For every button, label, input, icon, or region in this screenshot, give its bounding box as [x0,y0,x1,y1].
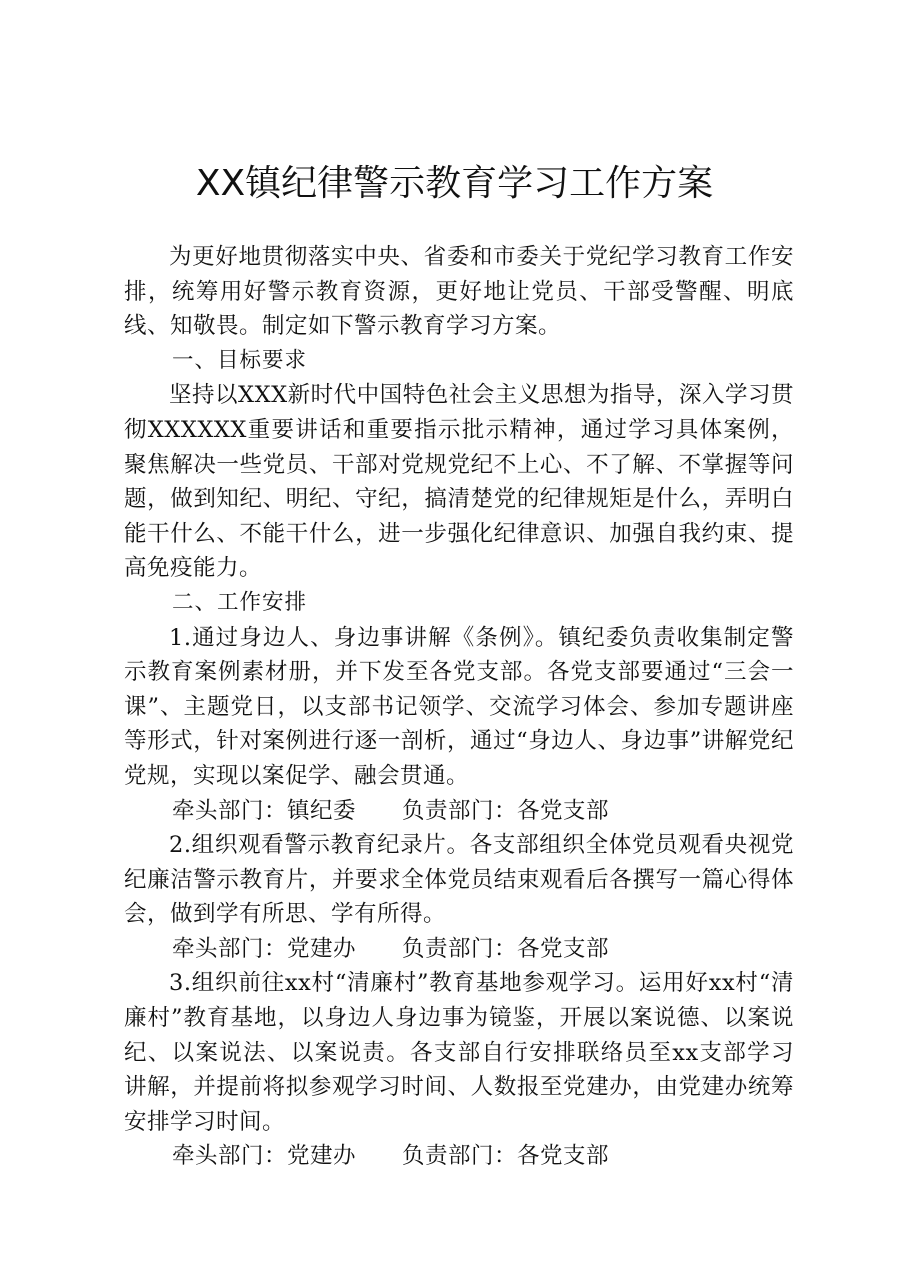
goals-paragraph: 坚持以XXX新时代中国特色社会主义思想为指导，深入学习贯彻XXXXXX重要讲话和重要指示批示精神，通过学习具体案例，聚焦解决一些党员、干部对党规党纪不上心、不了解、不掌握等问题，做到知纪、明纪、守纪，搞清楚党的纪律规矩是什么，弄明白能干什么、不能干什么，进一步强化纪律意识、加强自我约束、提高免疫能力。 [124,382,794,582]
department-line-2 [124,932,794,967]
responsible-department: 负责部门：各党支部 [402,935,610,962]
arrangement-item-1: 1.通过身边人、身边事讲解《条例》。镇纪委负责收集制定警示教育案例素材册，并下发至各党支部。各党支部要通过“三会一课”、主题党日，以支部书记领学、交流学习体会、参加专题讲座等形式，针对案例进行逐一剖析，通过“身边人、身边事”讲解党纪党规，实现以案促学、融会贯通。 [124,624,794,789]
arrangement-item-2: 2.组织观看警示教育纪录片。各支部组织全体党员观看央视党纪廉洁警示教育片，并要求全体党员结束观看后各撰写一篇心得体会，做到学有所思、学有所得。 [124,832,794,928]
document-title: XX镇纪律警示教育学习工作方案 [195,163,714,204]
department-line-1 [124,794,794,829]
responsible-department: 负责部门：各党支部 [402,1143,610,1170]
section-heading-arrangements: 二、工作安排 [172,589,308,615]
section-heading-goals: 一、目标要求 [172,347,308,373]
lead-department: 牵头部门：党建办 [172,1143,357,1170]
intro-paragraph: 为更好地贯彻落实中央、省委和市委关于党纪学习教育工作安排，统筹用好警示教育资源，更好地让党员、干部受警醒、明底线、知敬畏。制定如下警示教育学习方案。 [124,244,794,340]
lead-department: 牵头部门：镇纪委 [172,797,357,824]
department-line-3 [124,1139,794,1174]
lead-department: 牵头部门：党建办 [172,935,357,962]
arrangement-item-3: 3.组织前往xx村“清廉村”教育基地参观学习。运用好xx村“清廉村”教育基地，以身边人身边事为镜鉴，开展以案说德、以案说纪、以案说法、以案说责。各支部自行安排联络员至xx支部学习讲解，并提前将拟参观学习时间、人数报至党建办，由党建办统筹安排学习时间。 [124,970,794,1135]
responsible-department: 负责部门：各党支部 [402,797,610,824]
document-body [124,240,794,1174]
